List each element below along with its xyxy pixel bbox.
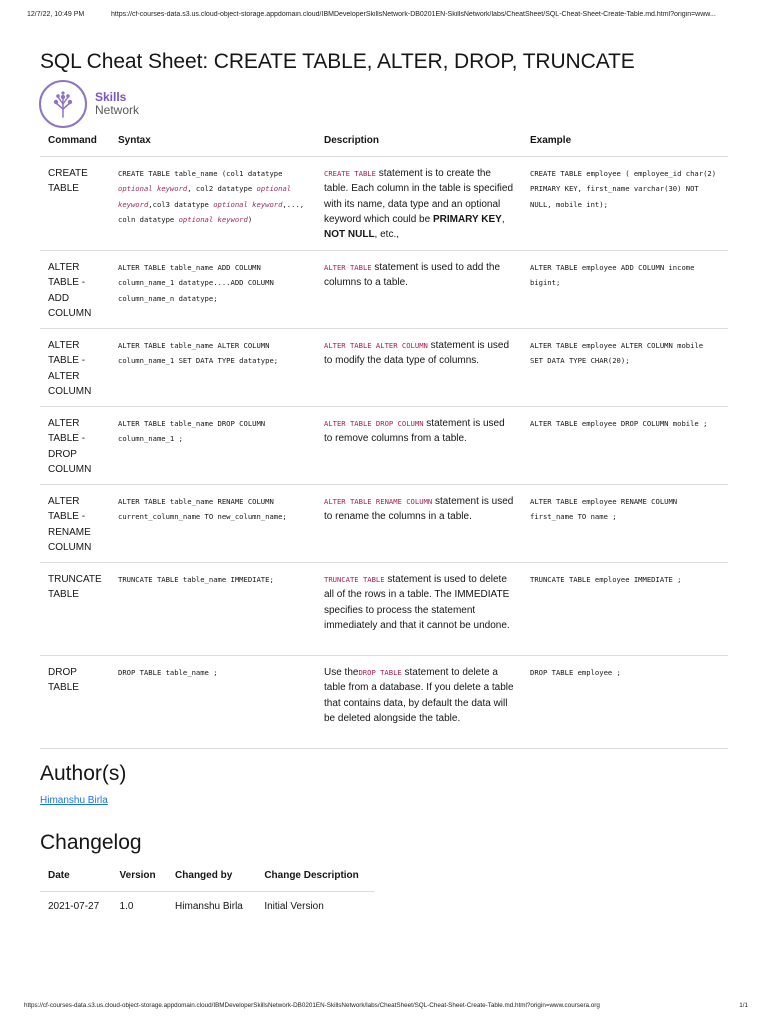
description-cell: ALTER TABLE RENAME COLUMN statement is used to rename the columns in a table. xyxy=(316,485,522,563)
changelog-changed-by: Himanshu Birla xyxy=(175,901,243,912)
command-cell: ALTER TABLE - DROP COLUMN xyxy=(40,407,110,485)
table-row xyxy=(40,329,728,407)
changelog-header-changed-by: Changed by xyxy=(167,861,256,892)
example-cell: ALTER TABLE employee RENAME COLUMN first_name TO name ; xyxy=(522,485,728,563)
print-header xyxy=(27,11,748,23)
cheat-sheet-table xyxy=(40,124,728,749)
authors-heading: Author(s) xyxy=(40,762,127,785)
table-row xyxy=(40,251,728,329)
table-row xyxy=(40,157,728,251)
syntax-cell: TRUNCATE TABLE table_name IMMEDIATE; xyxy=(110,563,316,656)
logo-wordmark xyxy=(95,91,139,117)
changelog-row xyxy=(40,892,374,922)
description-cell: ALTER TABLE ALTER COLUMN statement is used to modify the data type of columns. xyxy=(316,329,522,407)
syntax-cell: ALTER TABLE table_name ADD COLUMN column_name_1 datatype....ADD COLUMN column_name_n datatype; xyxy=(110,251,316,329)
tree-network-icon xyxy=(39,80,87,128)
header-command: Command xyxy=(40,124,110,157)
changelog-table xyxy=(40,861,374,921)
print-url: https://cf-courses-data.s3.us.cloud-object-storage.appdomain.cloud/IBMDeveloperSkillsNetwork-DB0201EN-SkillsNetwork/labs/CheatSheet/SQL-Cheat-Sheet-Create-Table.md.html?origin=www... xyxy=(111,11,716,18)
changelog-date: 2021-07-27 xyxy=(48,901,100,912)
changelog-header-date: Date xyxy=(40,861,112,892)
syntax-cell: ALTER TABLE table_name DROP COLUMN column_name_1 ; xyxy=(110,407,316,485)
author-link[interactable]: Himanshu Birla xyxy=(40,795,108,806)
command-cell: ALTER TABLE - ADD COLUMN xyxy=(40,251,110,329)
syntax-cell: DROP TABLE table_name ; xyxy=(110,656,316,749)
print-date: 12/7/22, 10:49 PM xyxy=(27,11,85,18)
command-cell: TRUNCATE TABLE xyxy=(40,563,110,656)
changelog-heading: Changelog xyxy=(40,831,142,854)
table-row xyxy=(40,407,728,485)
table-row xyxy=(40,563,728,656)
changelog-header-version: Version xyxy=(112,861,168,892)
changelog-header-row xyxy=(40,861,374,892)
header-syntax: Syntax xyxy=(110,124,316,157)
example-cell: ALTER TABLE employee ADD COLUMN income bigint; xyxy=(522,251,728,329)
header-example: Example xyxy=(522,124,728,157)
syntax-cell: ALTER TABLE table_name RENAME COLUMN current_column_name TO new_column_name; xyxy=(110,485,316,563)
example-cell: TRUNCATE TABLE employee IMMEDIATE ; xyxy=(522,563,728,656)
description-cell: TRUNCATE TABLE statement is used to delete all of the rows in a table. The IMMEDIATE specifies to process the statement immediately and that it cannot be undone. xyxy=(316,563,522,656)
changelog-version: 1.0 xyxy=(119,901,134,912)
example-cell: ALTER TABLE employee ALTER COLUMN mobile SET DATA TYPE CHAR(20); xyxy=(522,329,728,407)
table-header-row xyxy=(40,124,728,157)
table-row xyxy=(40,656,728,749)
skills-network-logo xyxy=(39,80,139,128)
command-cell: ALTER TABLE - RENAME COLUMN xyxy=(40,485,110,563)
description-cell: CREATE TABLE statement is to create the table. Each column in the table is specified with its name, data type and an optional keyword which could be PRIMARY KEY, NOT NULL, etc., xyxy=(316,157,522,251)
footer-url: https://cf-courses-data.s3.us.cloud-object-storage.appdomain.cloud/IBMDeveloperSkillsNetwork-DB0201EN-SkillsNetwork/labs/CheatSheet/SQL-Cheat-Sheet-Create-Table.md.html?origin=www.coursera.org xyxy=(24,1002,600,1009)
description-cell: ALTER TABLE DROP COLUMN statement is used to remove columns from a table. xyxy=(316,407,522,485)
command-cell: DROP TABLE xyxy=(40,656,110,749)
command-cell: CREATE TABLE xyxy=(40,157,110,251)
page-title: SQL Cheat Sheet: CREATE TABLE, ALTER, DROP, TRUNCATE xyxy=(40,50,635,73)
print-footer xyxy=(24,1002,748,1014)
example-cell: ALTER TABLE employee DROP COLUMN mobile ; xyxy=(522,407,728,485)
header-description: Description xyxy=(316,124,522,157)
description-cell: ALTER TABLE statement is used to add the columns to a table. xyxy=(316,251,522,329)
logo-line-2: Network xyxy=(95,103,140,117)
example-cell: CREATE TABLE employee ( employee_id char(2) PRIMARY KEY, first_name varchar(30) NOT NULL, mobile int); xyxy=(522,157,728,251)
table-row xyxy=(40,485,728,563)
command-cell: ALTER TABLE - ALTER COLUMN xyxy=(40,329,110,407)
page-number: 1/1 xyxy=(739,1002,748,1009)
syntax-cell: CREATE TABLE table_name (col1 datatype optional keyword, col2 datatype optional keyword,col3 datatype optional keyword,..., coln datatype optional keyword) xyxy=(110,157,316,251)
changelog-header-description: Change Description xyxy=(256,861,374,892)
example-cell: DROP TABLE employee ; xyxy=(522,656,728,749)
changelog-description: Initial Version xyxy=(264,901,324,912)
logo-line-1: Skills xyxy=(95,90,127,104)
syntax-cell: ALTER TABLE table_name ALTER COLUMN column_name_1 SET DATA TYPE datatype; xyxy=(110,329,316,407)
description-cell: Use theDROP TABLE statement to delete a table from a database. If you delete a table that contains data, by default the data will be deleted alongside the table. xyxy=(316,656,522,749)
